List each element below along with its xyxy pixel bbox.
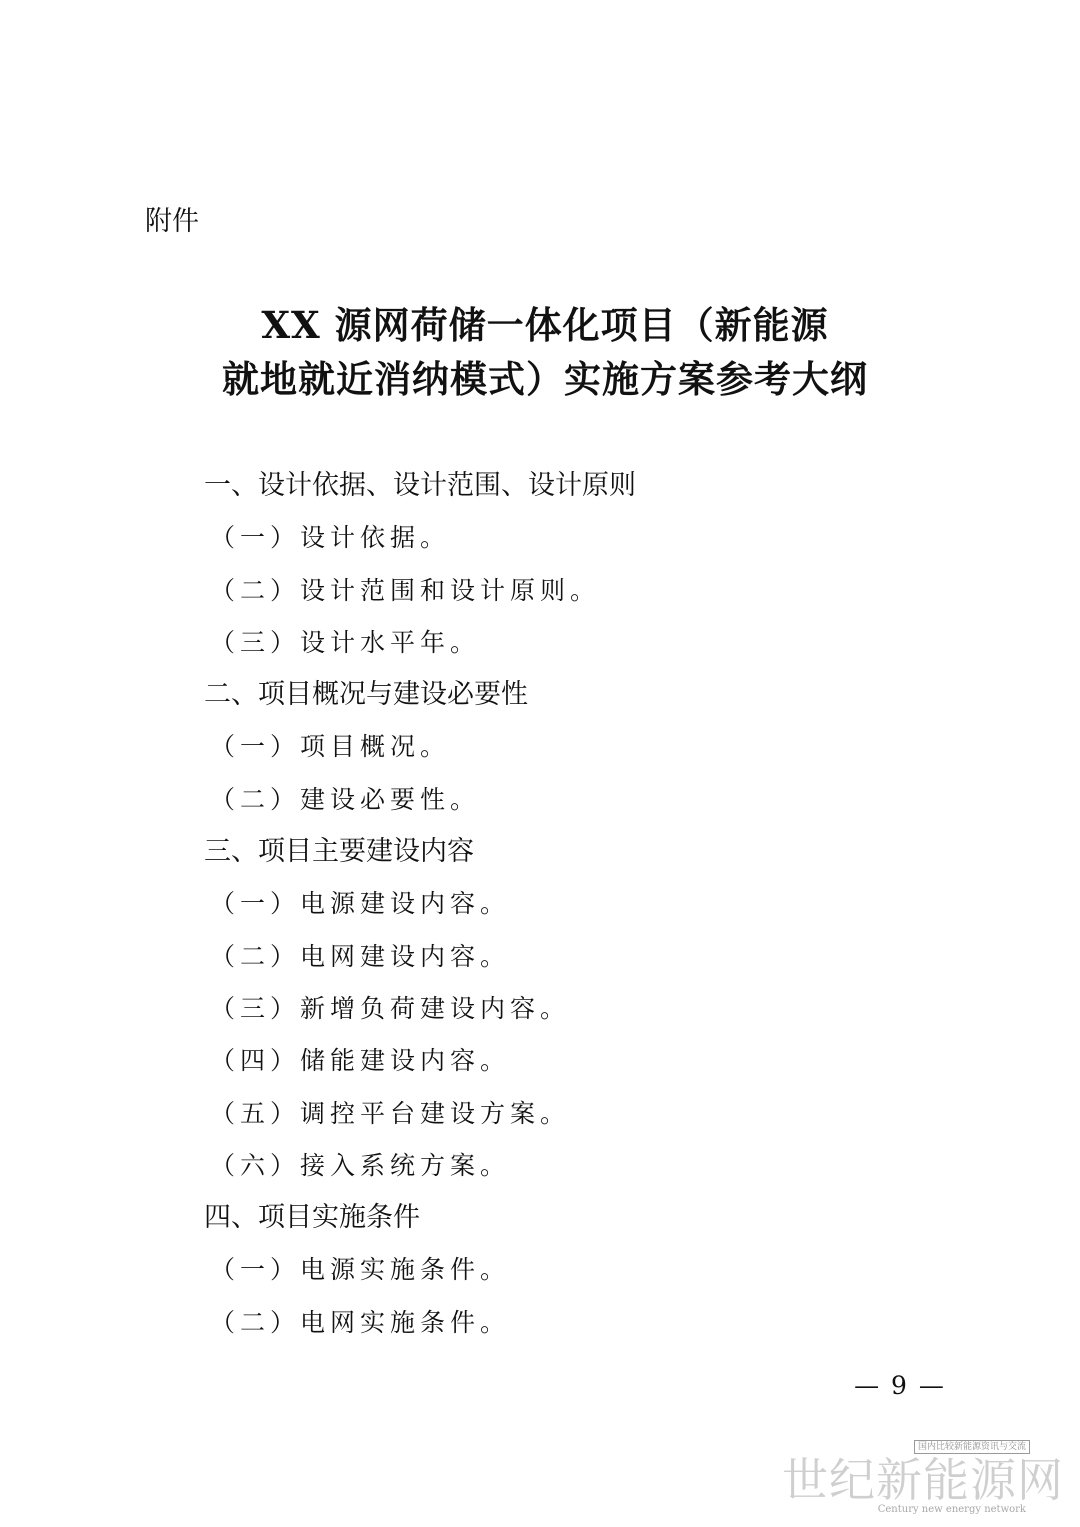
outline-item: （二）建设必要性。 bbox=[210, 784, 481, 814]
watermark-caption: 国内比较新能源资讯与交流 bbox=[914, 1440, 1030, 1454]
section-heading: 三、项目主要建设内容 bbox=[204, 836, 474, 868]
outline-item: （一）电源实施条件。 bbox=[210, 1255, 511, 1285]
watermark-logo bbox=[782, 1440, 1070, 1520]
outline-item: （五）调控平台建设方案。 bbox=[210, 1098, 571, 1128]
document-title-line-2: 就地就近消纳模式）实施方案参考大纲 bbox=[222, 357, 868, 401]
section-heading: 一、设计依据、设计范围、设计原则 bbox=[204, 470, 636, 501]
outline-item: （一）项目概况。 bbox=[210, 732, 451, 762]
outline-item: （一）设计依据。 bbox=[210, 523, 451, 553]
watermark-english: Century new energy network bbox=[877, 1504, 1026, 1515]
page-number: — 9 — bbox=[854, 1371, 946, 1400]
outline-item: （四）储能建设内容。 bbox=[210, 1046, 511, 1076]
outline-item: （三）设计水平年。 bbox=[210, 627, 481, 657]
outline-item: （二）电网建设内容。 bbox=[210, 941, 511, 971]
outline-item: （三）新增负荷建设内容。 bbox=[210, 993, 571, 1023]
outline-item: （二）电网实施条件。 bbox=[210, 1307, 511, 1337]
document-title-line-1: XX 源网荷储一体化项目（新能源 bbox=[261, 303, 829, 347]
attachment-label: 附件 bbox=[145, 206, 199, 237]
outline-item: （一）电源建设内容。 bbox=[210, 889, 511, 919]
outline-item: （二）设计范围和设计原则。 bbox=[210, 575, 601, 605]
section-heading: 四、项目实施条件 bbox=[204, 1202, 420, 1234]
outline-list bbox=[204, 460, 964, 1349]
section-heading: 二、项目概况与建设必要性 bbox=[204, 679, 528, 711]
watermark-logo-text: 世纪新能源网 bbox=[782, 1453, 1064, 1507]
outline-item: （六）接入系统方案。 bbox=[210, 1150, 511, 1180]
